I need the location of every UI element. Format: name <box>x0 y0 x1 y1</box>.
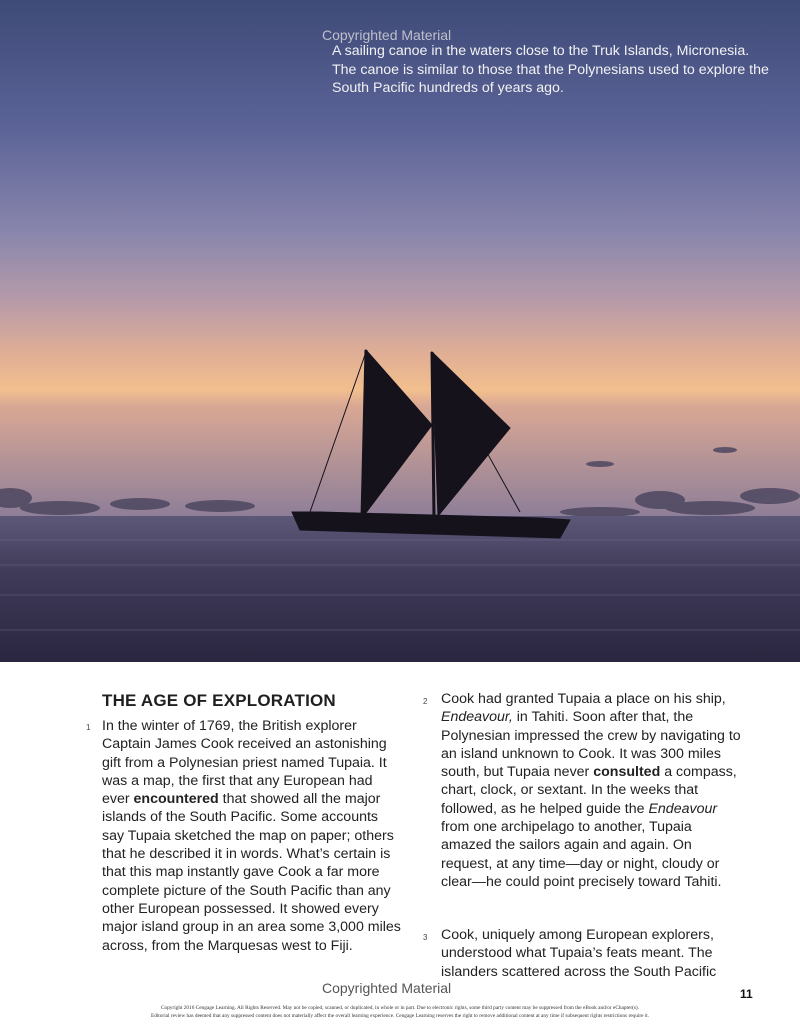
vocab-term: encountered <box>133 791 219 808</box>
section-heading: THE AGE OF EXPLORATION <box>102 691 336 710</box>
page-number: 11 <box>740 987 753 1001</box>
ship-name: Endeavour <box>648 800 718 817</box>
copyright-notice: Copyright 2016 Cengage Learning. All Rights Reserved. May not be copied, scanned, or duplicated, in whole or in part. Due to electronic rights, some third party content may be suppressed from the eBook and/or eChapter(s). Editorial review has deemed that any suppressed content does not materially affect the overall learning experience. Cengage Learning reserves the right to remove additional content at any time if subsequent rights restrictions require it. <box>150 1005 650 1019</box>
paragraph-2: Cook had granted Tupaia a place on his ship, Endeavour, in Tahiti. Soon after that, the Polynesian impressed the crew by navigating to an island unknown to Cook. It was 300 miles south, but Tupaia never consulted a compass, chart, clock, or sextant. In the weeks that followed, as he helped guide the Endeavour from one archipelago to another, Tupaia amazed the sailors again and again. On request, at any time—day or night, cloudy or clear—he could point precisely toward Tahiti. <box>441 691 741 890</box>
paragraph-number: 1 <box>86 723 91 732</box>
watermark-bottom: Copyrighted Material <box>322 980 452 996</box>
paragraph-3: Cook, uniquely among European explorers, understood what Tupaia’s feats meant. The islanders scattered across the South Pacific <box>441 927 717 980</box>
paragraph-1: In the winter of 1769, the British explorer Captain James Cook received an astonishing gift from a Polynesian priest named Tupaia. It was a map, the first that any European had ever encountered that showed all the major islands of the South Pacific. Some accounts say Tupaia sketched the map on paper; others that he described it in words. What’s certain is that this map instantly gave Cook a far more complete picture of the South Pacific than any other European possessed. It showed every major island group in an area some 3,000 miles across, from the Marquesas west to Fiji. <box>102 718 401 954</box>
paragraph-number: 3 <box>423 933 428 942</box>
watermark-top: Copyrighted Material <box>322 27 452 43</box>
ship-name: Endeavour, <box>441 709 513 726</box>
photo-caption: A sailing canoe in the waters close to the Truk Islands, Micronesia. The canoe is similar to those that the Polynesians used to explore the South Pacific hundreds of years ago. <box>332 43 769 96</box>
vocab-term: consulted <box>593 764 661 781</box>
paragraph-number: 2 <box>423 697 428 706</box>
